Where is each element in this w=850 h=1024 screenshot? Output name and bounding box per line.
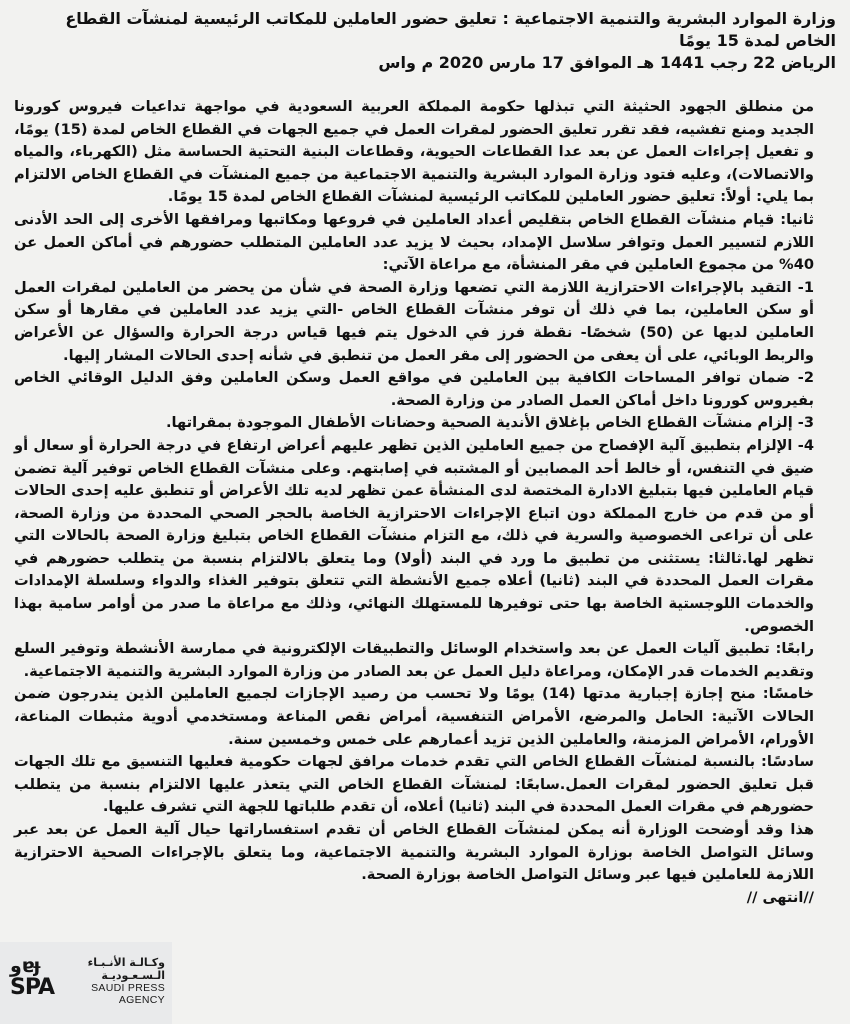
list-item-2: 2- ضمان توافر المساحات الكافية بين العاملين في مواقع العمل وسكن العاملين وفق الدليل الوقائي الخاص بفيروس كورونا داخل أماكن العمل الصادر من وزارة الصحة. [14,369,814,409]
end-marker: //انتهى // [746,888,814,906]
spa-arabic-line-2: الـسـعـوديـة [101,969,165,982]
spa-mark-top: وɐɟ [10,955,40,977]
spa-english-line-1: SAUDI PRESS [91,982,165,994]
spa-english-line-2: AGENCY [118,994,165,1006]
article-body [14,96,836,909]
paragraph-second: ثانيا: قيام منشآت القطاع الخاص بتقليص أعداد العاملين في فروعها ومكاتبها ومرافقها الأخرى إلى الحد الأدنى اللازم لتسيير العمل وتوافر سلاسل الإمداد، بحيث لا يزيد عدد العاملين المتطلب حضورهم في أماكن العمل عن 40% من مجموع العاملين في مقر المنشأة، مع مراعاة الآتي: [14,210,814,274]
dateline: الرياض 22 رجب 1441 هـ الموافق 17 مارس 2020 م واس [378,53,836,72]
paragraph-sixth: سادسًا: بالنسبة لمنشآت القطاع الخاص التي تقدم خدمات مرافق لجهات حكومية فعليها التنسيق مع تلك الجهات قبل تعليق الحضور لمقرات العمل.سابعًا: لمنشآت القطاع الخاص التي يتعذر عليها الالتزام بنسبة من يتطلب حضورهم في مقرات العمل المحددة في البند (ثانيا) أعلاه، أن تقدم طلباتها للجهة التي تشرف عليها. [14,753,814,816]
list-item-3: 3- إلزام منشآت القطاع الخاص بإغلاق الأندية الصحية وحضانات الأطفال الموجودة بمقراتها. [166,414,814,432]
document [14,8,836,909]
spa-arabic-line-1: وكـالـة الأنـبـاء [87,956,165,969]
spa-logo-mark [10,956,62,1000]
spa-logo-text [70,956,165,1006]
paragraph-fifth: خامسًا: منح إجازة إجبارية مدتها (14) يومًا ولا تحسب من رصيد الإجازات لجميع العاملين الذين يندرجون ضمن الحالات الآتية: الحامل والمرضع، الأمراض التنفسية، أمراض نقص المناعة ومستخدمي أدوية مثبطات المناعة، الأورام، الأمراض المزمنة، والعاملين الذين تزيد أعمارهم على خمس وخمسين سنة. [14,685,814,748]
list-item-4: 4- الإلزام بتطبيق آلية الإفصاح من جميع العاملين الذين تظهر عليهم أعراض ارتفاع في درجة الحرارة أو سعال أو ضيق في التنفس، أو خالط أحد المصابين أو المشتبه في إصابتهم. وعلى منشآت القطاع الخاص توفير آلية تضمن قيام العاملين فيها بتبليغ الادارة المختصة لدى المنشأة عمن تظهر لديه تلك الأعراض أو تنطبق عليه إحدى الحالات أو من قدم من خارج المملكة دون اتباع الإجراءات الاحترازية الخاصة بالحجر الصحي المحددة من وزارة الصحة، على أن تراعى الخصوصية والسرية في ذلك، مع التزام منشآت القطاع الخاص بتبليغ وزارة الصحة بالحالات التي تظهر لها.ثالثا: يستثنى من تطبيق ما ورد في البند (أولا) وما يتعلق بالالتزام بنسبة من يتطلب حضورهم في مقرات العمل المحددة في البند (ثانيا) أعلاه جميع الأنشطة التي تتعلق بتوفير الغذاء والدواء وسلسلة الإمدادات والخدمات اللوجستية الخاصة بها حتى توفيرها للمستهلك النهائي، وذلك مع مراعاة ما صدر من أوامر سامية بهذا الخصوص. [14,436,814,635]
page-title: وزارة الموارد البشرية والتنمية الاجتماعية : تعليق حضور العاملين للمكاتب الرئيسية لمنشآت القطاع الخاص لمدة 15 يومًا [65,9,836,50]
paragraph-closing: هذا وقد أوضحت الوزارة أنه يمكن لمنشآت القطاع الخاص أن تقدم استفساراتها حيال آلية العمل عن بعد عبر وسائل التواصل الخاصة بوزارة الموارد البشرية والتنمية الاجتماعية، وما يتعلق بالإجراءات الصحية الاحترازية اللازمة للعاملين فيها عبر وسائل التواصل الخاصة بوزارة الصحة. [14,821,814,884]
spa-mark-bottom: SPA [10,975,54,1000]
list-item-1: 1- التقيد بالإجراءات الاحترازية اللازمة التي تضعها وزارة الصحة في شأن من يحضر من العاملين لمقرات العمل أو سكن العاملين، بما في ذلك أن توفر منشآت القطاع الخاص -التي يزيد عدد العاملين في مقارها أو سكن العاملين لديها عن (50) شخصًا- نقطة فرز في الدخول يتم فيها قياس درجة الحرارة والسؤال عن الأعراض والربط الوبائي، على أن يعفى من الحضور إلى مقر العمل من تنطبق في شأنه إحدى الحالات المشار إليها. [14,278,814,364]
paragraph-intro: من منطلق الجهود الحثيثة التي تبذلها حكومة المملكة العربية السعودية في مواجهة تداعيات فيروس كورونا الجديد ومنع تفشيه، فقد تقرر تعليق الحضور لمقرات العمل في جميع الجهات في القطاع الخاص لمدة (15) يومًا، و تفعيل إجراءات العمل عن بعد عدا القطاعات الحيوية، وقطاعات البنية التحتية الحساسة مثل (الكهرباء، والمياه والاتصالات)، وعليه فتود وزارة الموارد البشرية والتنمية الاجتماعية من جميع المنشآت في القطاع الخاص الالتزام بما يلي: أولاً: تعليق حضور العاملين للمكاتب الرئيسية لمنشآت القطاع الخاص لمدة 15 يومًا. [14,98,814,206]
spa-logo [0,942,172,1024]
paragraph-fourth: رابعًا: تطبيق آليات العمل عن بعد واستخدام الوسائل والتطبيقات الإلكترونية في ممارسة الأنشطة وتوفير السلع وتقديم الخدمات قدر الإمكان، ومراعاة دليل العمل عن بعد الصادر من وزارة الموارد البشرية والتنمية الاجتماعية. [14,640,814,680]
